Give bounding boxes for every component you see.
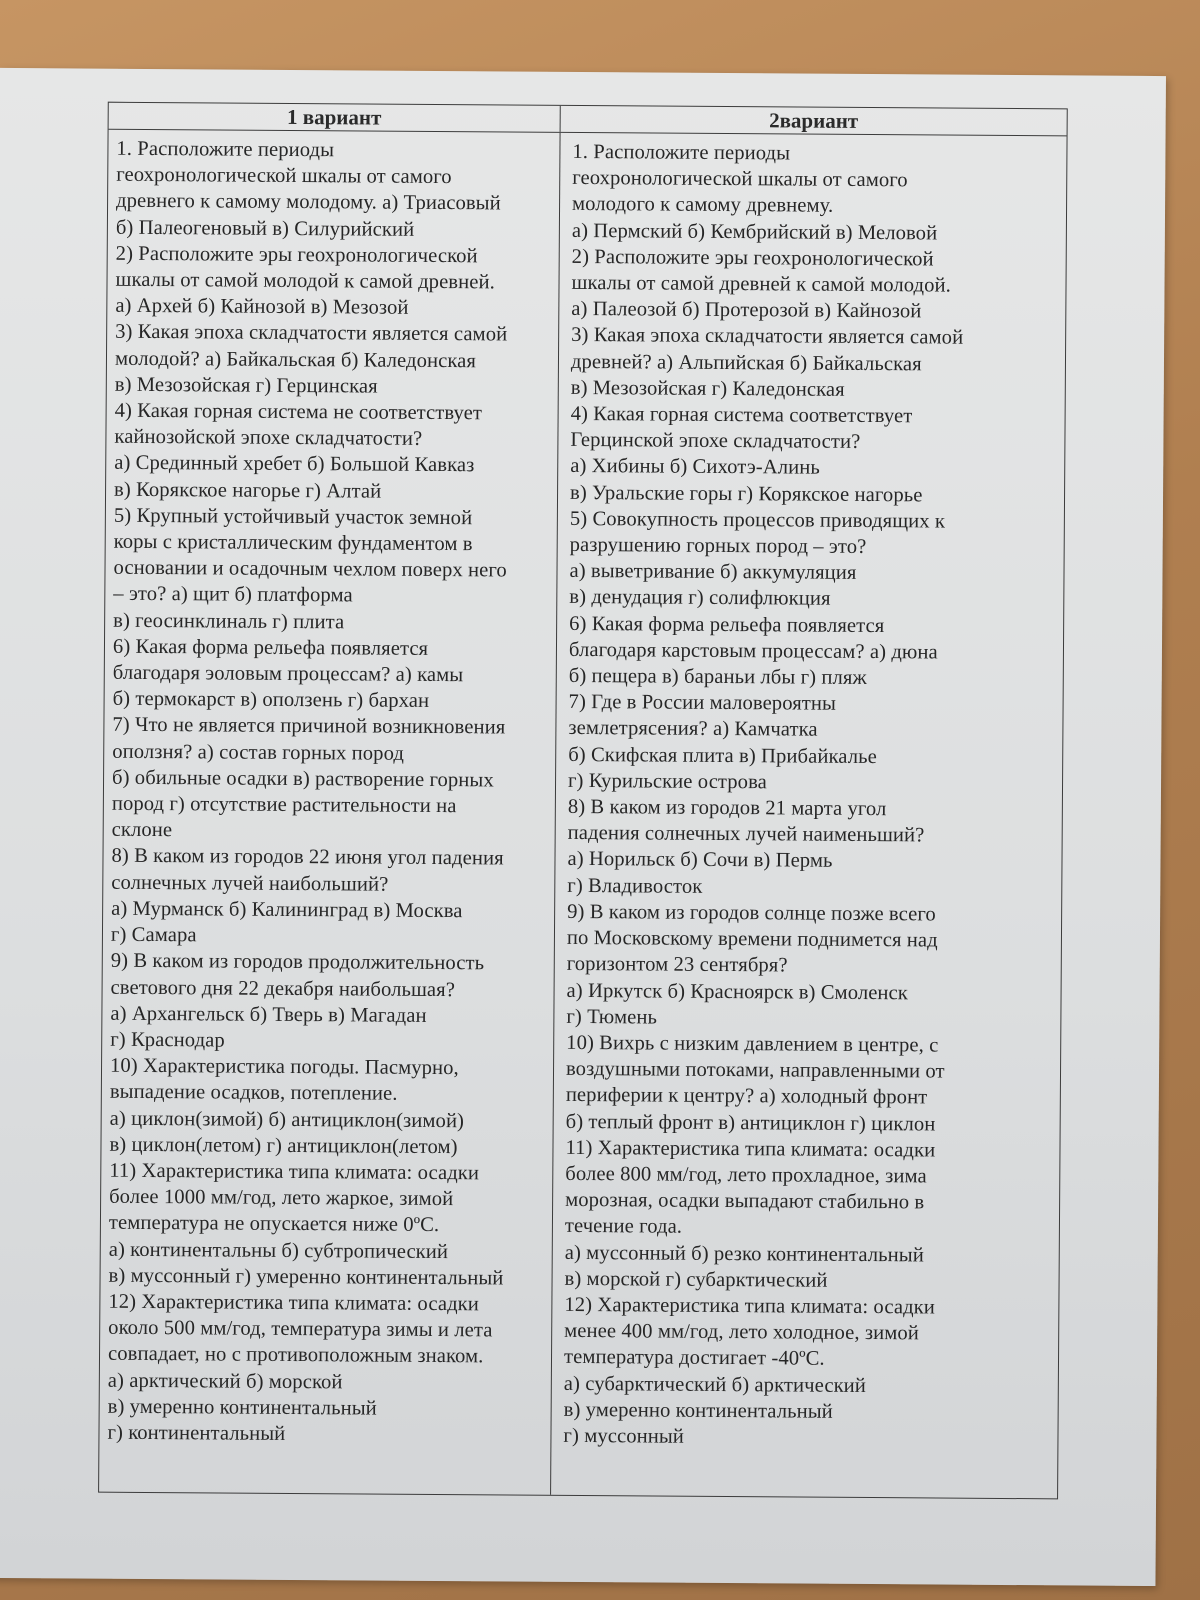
question-text-line: более 1000 мм/год, лето жаркое, зимой (109, 1185, 454, 1211)
question-text-line: основании и осадочным чехлом поверх него (113, 556, 507, 582)
question-text-line: в) геосинклиналь г) плита (113, 609, 345, 634)
question-text-line: 6) Какая форма рельефа появляется (569, 612, 885, 637)
question-text-line: г) Владивосток (567, 874, 703, 898)
question-text-line: благодаря карстовым процессам? а) дюна (568, 638, 938, 664)
question-text-line: 3) Какая эпоха складчатости является самой (571, 324, 964, 350)
question-text-line: землетрясения? а) Камчатка (568, 717, 818, 742)
worksheet-page (0, 68, 1166, 1586)
question-text-line: кайнозойской эпохе складчатости? (114, 425, 423, 451)
question-text-line: а) континентальны б) субтропический (108, 1238, 449, 1263)
question-text-line: в) Мезозойская г) Каледонская (570, 376, 845, 401)
question-text-line: молодой? а) Байкальская б) Каледонская (114, 347, 477, 372)
question-text-line: 3) Какая эпоха складчатости является самой (115, 321, 508, 346)
question-text-line: 2) Расположите эры геохронологической (115, 242, 478, 268)
question-text-line: – это? а) щит б) платформа (113, 583, 353, 607)
question-text-line: г) Самара (110, 923, 197, 947)
question-text-line: 6) Какая форма рельефа появляется (112, 635, 429, 660)
question-text-line: в) Мезозойская г) Герцинская (114, 373, 378, 398)
question-text-line: разрушению горных пород – это? (569, 533, 867, 559)
question-text-line: б) обильные осадки в) растворение горных (111, 766, 494, 792)
question-text-line: а) Иркутск б) Красноярск в) Смоленск (566, 979, 909, 1004)
question-text-line: 1. Расположите периоды (116, 137, 335, 162)
question-text-line: воздушными потоками, направленными от (565, 1058, 945, 1083)
question-text-line: 10) Вихрь с низким давлением в центре, с (566, 1031, 939, 1057)
question-text-line: 8) В каком из городов 22 июня угол падения (111, 845, 504, 870)
question-text-line: геохронологической шкалы от самого (572, 167, 908, 192)
variant-1-column (99, 130, 560, 1495)
variant-2-column (551, 133, 1066, 1498)
question-text-line: древнего к самому молодому. а) Триасовый (116, 190, 501, 215)
question-text-line: температура достигает -40ºC. (563, 1346, 825, 1371)
question-text-line: 7) Где в России маловероятны (568, 691, 837, 716)
question-text-line: в) умеренно континентальный (563, 1398, 833, 1423)
question-text-line: около 500 мм/год, температура зимы и лета (108, 1316, 493, 1342)
question-text-line: 7) Что не является причиной возникновения (112, 714, 506, 739)
question-text-line: молодого к самому древнему. (571, 193, 834, 218)
question-text-line: б) Палеогеновый в) Силурийский (115, 216, 415, 241)
question-text-line: а) циклон(зимой) б) антициклон(зимой) (109, 1107, 465, 1132)
question-text-line: по Московскому времени поднимется над (566, 927, 938, 952)
question-text-line: 11) Характеристика типа климата: осадки (109, 1159, 480, 1185)
question-text-line: г) Тюмень (566, 1005, 658, 1029)
question-text-line: светового дня 22 декабря наибольшая? (110, 976, 456, 1001)
question-text-line: г) Курильские острова (567, 769, 767, 794)
question-text-line: в) умеренно континентальный (107, 1395, 377, 1420)
question-text-line: оползня? а) состав горных пород (112, 740, 405, 765)
question-text-line: г) континентальный (107, 1421, 286, 1445)
question-text-line: г) Краснодар (110, 1028, 225, 1052)
question-text-line: в) Уральские горы г) Корякское нагорье (569, 481, 923, 507)
question-text-line: в) Корякское нагорье г) Алтай (113, 478, 382, 503)
question-text-line: г) муссонный (563, 1424, 685, 1448)
question-text-line: горизонтом 23 сентября? (566, 953, 788, 977)
question-text-line: 9) В каком из городов продолжительность (110, 950, 485, 975)
question-text-line: падения солнечных лучей наименьший? (567, 822, 925, 847)
question-text-line: совпадает, но с противоположным знаком. (107, 1343, 484, 1368)
question-text-line: в) муссонный г) умеренно континентальный (108, 1264, 504, 1290)
question-text-line: б) теплый фронт в) антициклон г) циклон (565, 1110, 936, 1136)
question-text-line: шкалы от самой молодой к самой древней. (115, 268, 495, 294)
question-text-line: 4) Какая горная система соответствует (570, 402, 913, 428)
question-text-line: 1. Расположите периоды (572, 140, 791, 165)
question-text-line: 4) Какая горная система не соответствует (114, 399, 483, 425)
question-text-line: склоне (111, 819, 173, 842)
question-text-line: в) морской г) субарктический (564, 1267, 828, 1292)
question-text-line: 5) Крупный устойчивый участок земной (113, 504, 473, 530)
question-text-line: температура не опускается ниже 0ºC. (108, 1212, 440, 1237)
question-text-line: благодаря эоловым процессам? а) камы (112, 661, 464, 687)
question-text-line: в) денудация г) солифлюкция (569, 586, 831, 611)
question-text-line: древней? а) Альпийская б) Байкальская (570, 350, 922, 375)
question-text-line: а) Хибины б) Сихотэ-Алинь (570, 455, 820, 480)
question-text-line: а) Норильск б) Сочи в) Пермь (567, 848, 833, 873)
question-text-line: 12) Характеристика типа климата: осадки (108, 1290, 480, 1316)
variant-1-heading: 1 вариант (109, 103, 561, 132)
question-text-line: б) Скифская плита в) Прибайкалье (568, 743, 877, 768)
question-text-line: шкалы от самой древней к самой молодой. (571, 271, 951, 297)
question-text-line: 11) Характеристика типа климата: осадки (565, 1136, 936, 1162)
question-text-line: а) Мурманск б) Калининград в) Москва (111, 897, 463, 923)
question-text-line: 10) Характеристика погоды. Пасмурно, (109, 1054, 459, 1080)
question-text-line: 5) Совокупность процессов приводящих к (569, 507, 946, 533)
variant-2-heading: 2вариант (769, 107, 859, 133)
question-text-line: а) Пермский б) Кембрийский в) Меловой (571, 219, 938, 245)
question-text-line: 8) В каком из городов 21 марта угол (567, 795, 887, 821)
question-text-line: в) циклон(летом) г) антициклон(летом) (109, 1133, 458, 1158)
question-text-line: а) Палеозой б) Протерозой в) Кайнозой (571, 298, 922, 323)
question-text-line: б) термокарст в) оползень г) бархан (112, 687, 430, 713)
question-text-line: пород г) отсутствие растительности на (111, 792, 457, 818)
question-text-line: а) Архангельск б) Тверь в) Магадан (110, 1002, 427, 1027)
question-text-line: а) муссонный б) резко континентальный (564, 1241, 924, 1266)
question-text-line: геохронологической шкалы от самого (116, 163, 452, 189)
question-text-line: а) Срединный хребет б) Большой Кавказ (114, 452, 475, 477)
quiz-table (98, 102, 1068, 1500)
question-text-line: а) субарктический б) арктический (563, 1372, 867, 1397)
question-text-line: 12) Характеристика типа климата: осадки (564, 1293, 935, 1319)
question-text-line: периферии к центру? а) холодный фронт (565, 1084, 928, 1109)
question-text-line: солнечных лучей наибольший? (111, 871, 389, 896)
question-text-line: более 800 мм/год, лето прохладное, зима (565, 1162, 927, 1188)
question-text-line: а) выветривание б) аккумуляция (569, 560, 857, 585)
question-text-line: коры с кристаллическим фундаментом в (113, 530, 473, 556)
table-body (99, 130, 1066, 1499)
question-text-line: морозная, осадки выпадают стабильно в (565, 1189, 925, 1214)
question-text-line: а) арктический б) морской (107, 1369, 343, 1393)
question-text-line: б) пещера в) бараньи лбы г) пляж (568, 664, 867, 690)
question-text-line: менее 400 мм/год, лето холодное, зимой (564, 1320, 920, 1345)
question-text-line: течение года. (564, 1215, 683, 1239)
question-text-line: 2) Расположите эры геохронологической (571, 245, 934, 271)
question-text-line: 9) В каком из городов солнце позже всего (567, 900, 936, 926)
question-text-line: выпадение осадков, потепление. (109, 1081, 398, 1106)
question-text-line: а) Архей б) Кайнозой в) Мезозой (115, 294, 409, 320)
question-text-line: Герцинской эпохе складчатости? (570, 429, 861, 454)
